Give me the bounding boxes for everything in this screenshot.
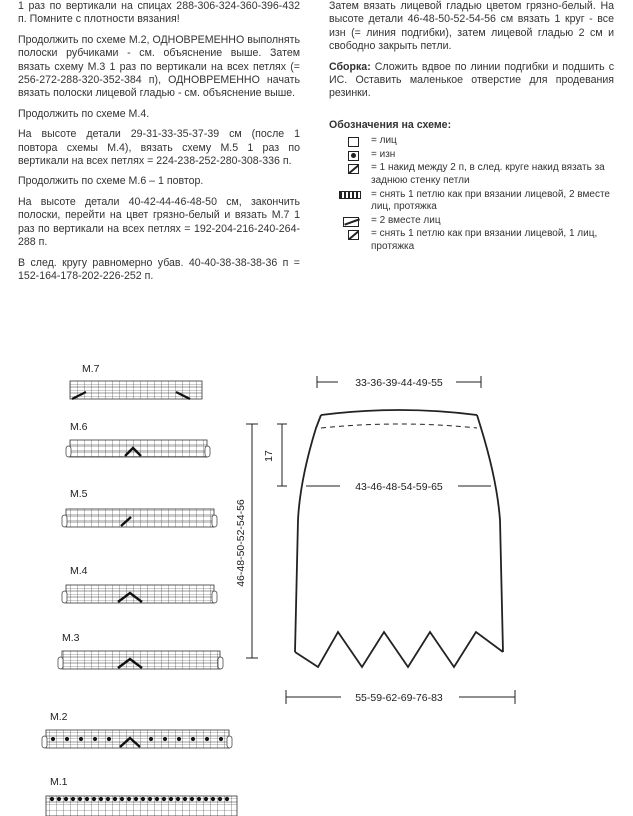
yoke-height-label: 17 <box>263 450 275 462</box>
instruction-paragraph: Продолжить по схеме М.4. <box>18 107 150 120</box>
legend-item: = снять 1 петлю как при вязании лицевой, 1 лиц, протяжка <box>329 228 614 253</box>
chart-m3 <box>58 651 223 669</box>
chart-label-m5: M.5 <box>70 488 88 500</box>
legend-item: = лиц <box>329 135 614 148</box>
chart-label-m7: M.7 <box>82 363 100 375</box>
instruction-paragraph: Продолжить по схеме М.2, ОДНОВРЕМЕННО выполнять полоски рубчиками - см. объяснение выше. Затем вязать схему М.3 1 раз по вертикали на всех петлях (= 256-272-288-320-352-384 п), ОДНОВРЕМЕННО начать вязать полоски лицевой гладью - см. объяснение выше. <box>18 33 300 100</box>
chart-label-m1: M.1 <box>50 776 68 788</box>
legend-item: = 1 накид между 2 п, в след. круге накид вязать за заднюю стенку петли <box>329 162 614 187</box>
legend-title: Обозначения на схеме: <box>329 118 452 131</box>
instruction-paragraph: Затем вязать лицевой гладью цветом грязно-белый. На высоте детали 46-48-50-52-54-56 см вязать 1 круг - все изн (= линия подгибки), затем лицевой гладью 2 см и свободно закрыть петли. <box>329 0 614 53</box>
skirt-schematic <box>246 376 515 704</box>
chart-label-m2: M.2 <box>50 711 68 723</box>
bottom-width-label: 55-59-62-69-76-83 <box>355 692 443 704</box>
mid-width-label: 43-46-48-54-59-65 <box>355 481 443 493</box>
chart-m2 <box>42 730 232 748</box>
chart-label-m3: M.3 <box>62 632 80 644</box>
assembly-text: Сложить вдвое по линии подгибки и подшить с ИС. Оставить маленькое отверстие для продевания резинки. <box>329 60 614 100</box>
chart-label-m6: M.6 <box>70 421 88 433</box>
chart-m6 <box>66 440 210 457</box>
total-height-label: 46-48-50-52-54-56 <box>235 499 247 587</box>
instruction-paragraph: На высоте детали 40-42-44-46-48-50 см, закончить полоски, перейти на цвет грязно-белый и вязать М.7 1 раз по вертикали на всех петлях = 192-204-216-240-264-288 п. <box>18 195 300 249</box>
instruction-paragraph: 1 раз по вертикали на спицах 288-306-324-360-396-432 п. Помните с плотности вязания! <box>18 0 300 26</box>
legend-item: = снять 1 петлю как при вязании лицевой, 2 вместе лиц, протяжка <box>329 189 614 214</box>
instruction-paragraph: На высоте детали 29-31-33-35-37-39 см (после 1 повтора схемы М.4), вязать схему М.5 1 раз по вертикали на всех петлях = 224-238-252-280-308-336 п. <box>18 128 300 168</box>
chart-m7 <box>70 381 202 399</box>
instruction-paragraph: В след. кругу равномерно убав. 40-40-38-38-38-36 п = 152-164-178-202-226-252 п. <box>18 256 300 282</box>
legend-item: = изн <box>329 149 614 162</box>
top-width-label: 33-36-39-44-49-55 <box>355 377 443 389</box>
chart-m4 <box>62 585 217 603</box>
chart-m5 <box>62 509 217 527</box>
chart-m1 <box>46 796 237 816</box>
assembly-label: Сборка: <box>329 60 371 73</box>
legend-item: = 2 вместе лиц <box>329 215 614 228</box>
chart-label-m4: M.4 <box>70 565 88 577</box>
instruction-paragraph: Продолжить по схеме М.6 – 1 повтор. <box>18 175 204 188</box>
